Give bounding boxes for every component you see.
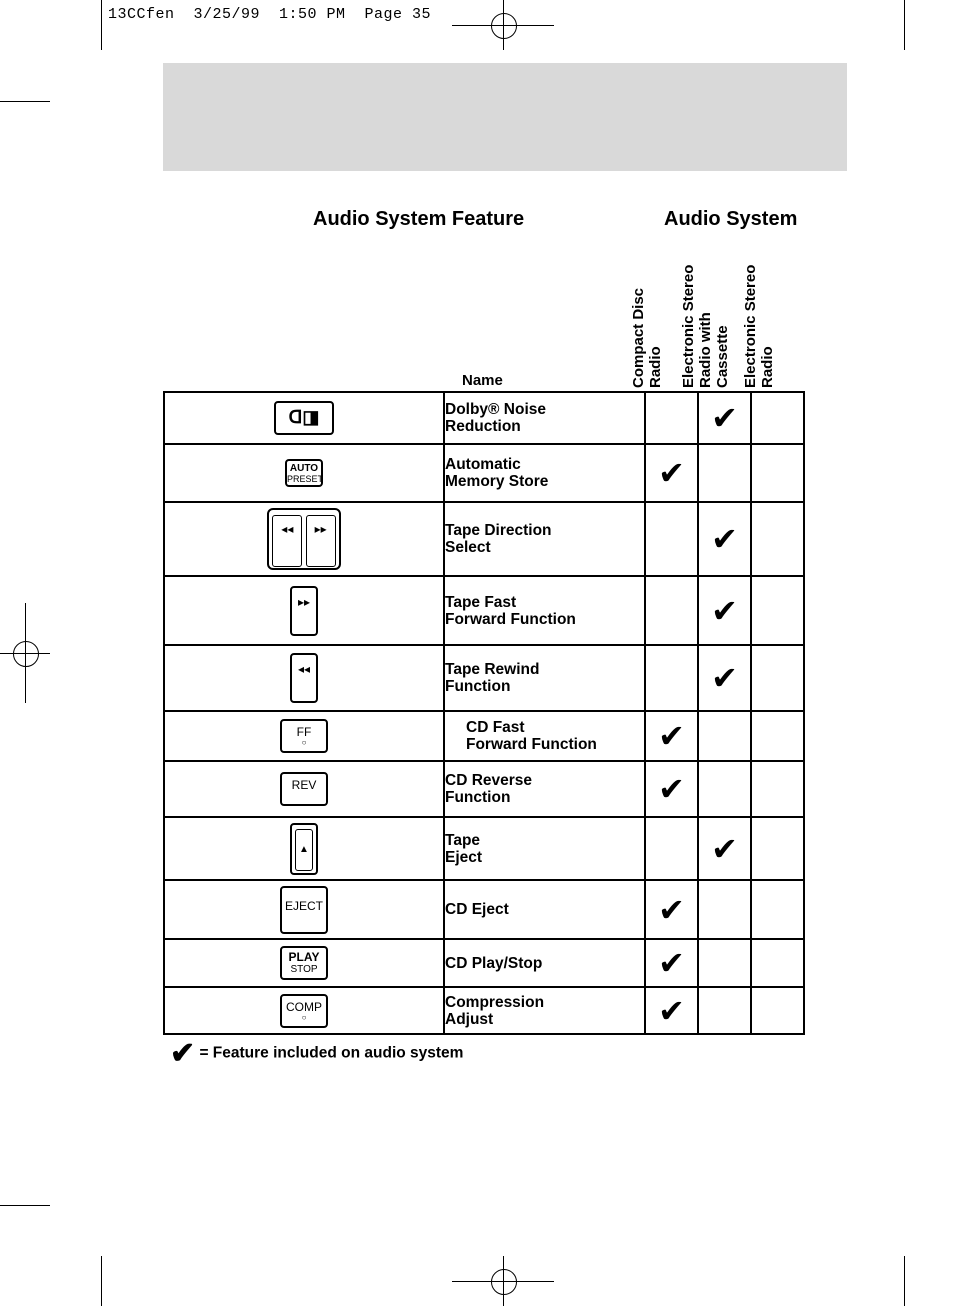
column-header-radio: Electronic Stereo Radio [742, 264, 776, 388]
check-cell-radio [751, 880, 804, 939]
eject-arrow-icon: ▲ [295, 829, 313, 871]
auto-preset-button-icon: AUTO PRESET [285, 459, 323, 487]
feature-name: Tape Eject [444, 817, 645, 880]
rewind-button-icon: ◂◂ [290, 653, 318, 703]
system-heading: Audio System [664, 208, 798, 230]
name-column-header: Name [462, 372, 503, 389]
check-cell-radio [751, 502, 804, 576]
table-row [164, 711, 804, 761]
crop-mark [101, 0, 102, 50]
table-row [164, 987, 804, 1034]
check-cell-radio [751, 576, 804, 645]
check-cell-cassette: ✔ [698, 392, 751, 444]
indicator-dot-icon: ○ [301, 1012, 307, 1022]
registration-mark [491, 13, 517, 39]
check-cell-cassette [698, 761, 751, 817]
check-cell-cd: ✔ [645, 761, 698, 817]
check-cell-cassette: ✔ [698, 645, 751, 711]
icon-cell [164, 502, 444, 576]
check-cell-cassette [698, 987, 751, 1034]
cd-rev-button-icon: REV [280, 772, 328, 806]
icon-cell [164, 939, 444, 987]
printer-slug: 13CCfen 3/25/99 1:50 PM Page 35 [108, 6, 432, 23]
legend-text: = Feature included on audio system [199, 1044, 464, 1062]
feature-name: Dolby® Noise Reduction [444, 392, 645, 444]
crop-mark [0, 101, 50, 102]
icon-cell [164, 987, 444, 1034]
check-cell-radio [751, 444, 804, 502]
feature-heading: Audio System Feature [313, 208, 525, 230]
check-cell-cassette [698, 711, 751, 761]
check-cell-cd: ✔ [645, 939, 698, 987]
checkmark-icon: ✔ [170, 1037, 196, 1070]
icon-cell [164, 392, 444, 444]
check-cell-cd [645, 392, 698, 444]
crop-mark [0, 1205, 50, 1206]
column-header-cd: Compact Disc Radio [630, 287, 664, 388]
feature-name: Tape Direction Select [444, 502, 645, 576]
feature-table [163, 391, 805, 1035]
check-cell-cassette: ✔ [698, 576, 751, 645]
feature-name: CD Reverse Function [444, 761, 645, 817]
check-cell-cd: ✔ [645, 444, 698, 502]
crop-mark [904, 0, 905, 50]
feature-name: Tape Fast Forward Function [444, 576, 645, 645]
ffwd-half-icon: ▸▸ [306, 515, 336, 567]
rewind-half-icon: ◂◂ [272, 515, 302, 567]
table-row [164, 880, 804, 939]
comp-button-icon: COMP ○ [280, 994, 328, 1028]
check-cell-cassette [698, 880, 751, 939]
check-cell-cd [645, 502, 698, 576]
check-cell-cassette [698, 939, 751, 987]
check-cell-radio [751, 817, 804, 880]
check-cell-cd [645, 576, 698, 645]
table-row [164, 645, 804, 711]
tape-direction-button-icon [267, 508, 341, 570]
cd-eject-button-icon: EJECT [280, 886, 328, 934]
table-row [164, 576, 804, 645]
feature-name: Automatic Memory Store [444, 444, 645, 502]
icon-cell [164, 576, 444, 645]
icon-cell [164, 444, 444, 502]
column-header-cassette: Electronic Stereo Radio with Cassette [680, 264, 731, 388]
cd-ff-button-icon: FF ○ [280, 719, 328, 753]
legend [170, 1036, 463, 1071]
check-cell-cd: ✔ [645, 880, 698, 939]
icon-cell [164, 711, 444, 761]
feature-name: CD Play/Stop [444, 939, 645, 987]
fast-forward-button-icon: ▸▸ [290, 586, 318, 636]
indicator-dot-icon: ○ [301, 738, 307, 747]
check-cell-radio [751, 939, 804, 987]
icon-cell [164, 880, 444, 939]
icon-cell [164, 817, 444, 880]
icon-cell [164, 761, 444, 817]
feature-name: CD Eject [444, 880, 645, 939]
crop-mark [101, 1256, 102, 1306]
check-cell-cassette [698, 444, 751, 502]
feature-name: CD Fast Forward Function [444, 711, 645, 761]
check-cell-cd [645, 645, 698, 711]
feature-name: Tape Rewind Function [444, 645, 645, 711]
check-cell-cassette: ✔ [698, 502, 751, 576]
table-row [164, 444, 804, 502]
table-row [164, 817, 804, 880]
check-cell-radio [751, 392, 804, 444]
table-row [164, 502, 804, 576]
crop-mark [904, 1256, 905, 1306]
registration-mark [491, 1269, 517, 1295]
feature-name: Compression Adjust [444, 987, 645, 1034]
check-cell-cassette: ✔ [698, 817, 751, 880]
tape-eject-button-icon [290, 823, 318, 875]
check-cell-cd [645, 817, 698, 880]
check-cell-cd: ✔ [645, 711, 698, 761]
check-cell-radio [751, 645, 804, 711]
check-cell-radio [751, 711, 804, 761]
check-cell-radio [751, 987, 804, 1034]
table-row [164, 761, 804, 817]
play-stop-button-icon: PLAY STOP [280, 946, 328, 980]
check-cell-radio [751, 761, 804, 817]
table-row [164, 939, 804, 987]
icon-cell [164, 645, 444, 711]
dolby-button-icon: ᗡ◨ [274, 401, 334, 435]
registration-mark [13, 641, 39, 667]
table-row [164, 392, 804, 444]
check-cell-cd: ✔ [645, 987, 698, 1034]
header-band [163, 63, 847, 171]
